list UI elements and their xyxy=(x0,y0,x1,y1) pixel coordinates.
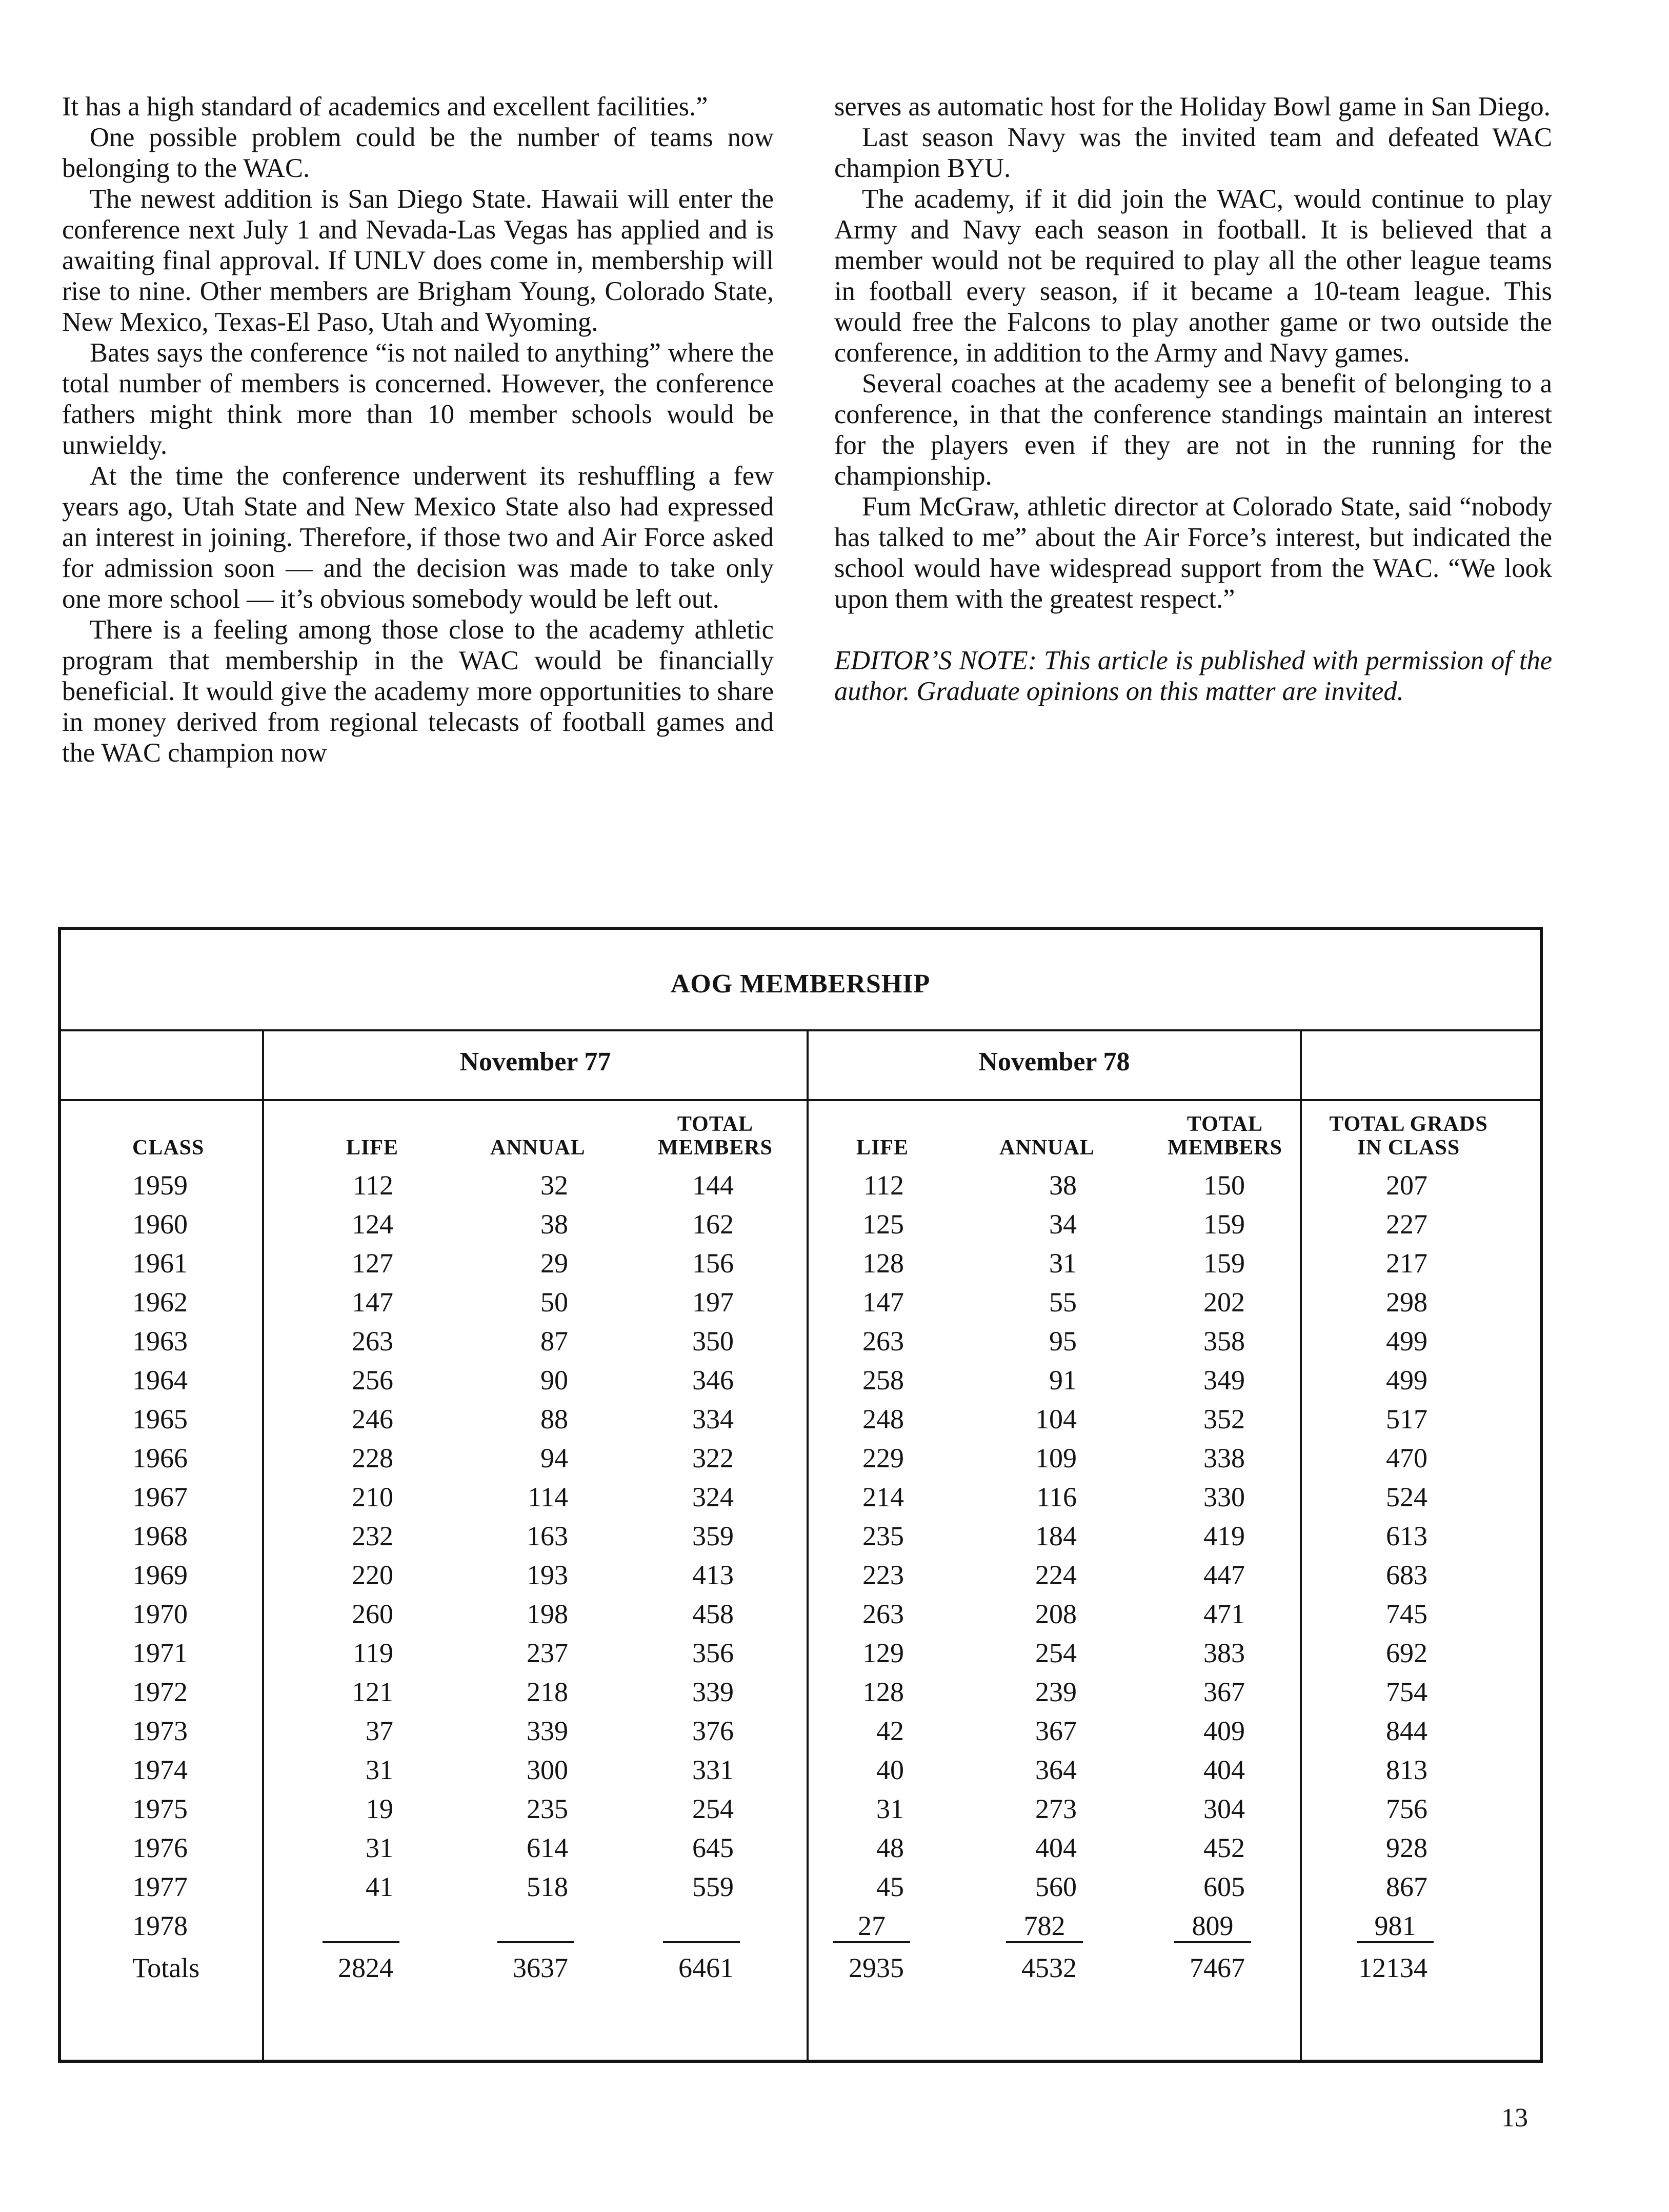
cell-annual-77: 614 xyxy=(527,1832,568,1863)
cell-life-77: 41 xyxy=(366,1871,393,1902)
cell-annual-77: 235 xyxy=(527,1793,568,1824)
cell-total-77: 254 xyxy=(692,1793,734,1824)
table-row xyxy=(61,1322,1540,1361)
cell-grads: 981 xyxy=(1357,1906,1434,1943)
cell-annual-77: 218 xyxy=(527,1677,568,1707)
cell-annual-78: 95 xyxy=(1049,1326,1077,1357)
cell-annual-78: 109 xyxy=(1035,1443,1077,1473)
cell-total-78: 471 xyxy=(1203,1599,1245,1629)
cell-total-78: 159 xyxy=(1203,1209,1245,1240)
cell-life-77: 256 xyxy=(352,1365,393,1396)
cell-total-78: 7467 xyxy=(1190,1952,1245,1983)
cell-total-77: 322 xyxy=(692,1443,734,1473)
header-annual-78: ANNUAL xyxy=(999,1136,1095,1160)
header-total-grads: TOTAL GRADS IN CLASS xyxy=(1329,1112,1488,1160)
cell-total-77 xyxy=(663,1906,740,1943)
paragraph: It has a high standard of academics and excellent facilities.” xyxy=(62,92,708,122)
cell-life-78: 42 xyxy=(876,1716,904,1746)
cell-life-77: 19 xyxy=(366,1793,393,1824)
cell-life-77: 210 xyxy=(352,1482,393,1512)
cell-life-78: 129 xyxy=(862,1638,904,1668)
cell-life-77 xyxy=(323,1906,399,1943)
cell-annual-77: 32 xyxy=(540,1170,568,1201)
cell-grads: 298 xyxy=(1386,1287,1427,1318)
cell-life-78: 40 xyxy=(876,1755,904,1785)
table-row xyxy=(61,1633,1540,1672)
cell-total-78: 330 xyxy=(1203,1482,1245,1512)
cell-annual-78: 364 xyxy=(1035,1755,1077,1785)
cell-class: 1970 xyxy=(132,1599,188,1629)
cell-total-77: 144 xyxy=(692,1170,734,1201)
cell-grads: 499 xyxy=(1386,1365,1427,1396)
cell-life-78: 27 xyxy=(833,1906,910,1943)
cell-annual-78: 104 xyxy=(1035,1404,1077,1434)
cell-total-77: 645 xyxy=(692,1832,734,1863)
cell-annual-77: 50 xyxy=(540,1287,568,1318)
cell-annual-77: 94 xyxy=(540,1443,568,1473)
cell-grads: 470 xyxy=(1386,1443,1427,1473)
cell-grads: 844 xyxy=(1386,1716,1427,1746)
cell-life-78: 45 xyxy=(876,1871,904,1902)
totals-row xyxy=(61,1948,1540,1987)
cell-grads: 756 xyxy=(1386,1793,1427,1824)
cell-life-78: 258 xyxy=(862,1365,904,1396)
table-row xyxy=(61,1205,1540,1244)
cell-total-78: 349 xyxy=(1203,1365,1245,1396)
cell-life-77: 119 xyxy=(353,1638,393,1668)
cell-annual-78: 116 xyxy=(1036,1482,1077,1512)
paragraph: Last season Navy was the invited team and defeated WAC champion BYU. xyxy=(834,123,1552,183)
cell-total-77: 350 xyxy=(692,1326,734,1357)
cell-total-78: 352 xyxy=(1203,1404,1245,1434)
membership-table xyxy=(58,927,1543,2063)
header-life-77: LIFE xyxy=(346,1136,399,1160)
article-left-column xyxy=(62,91,774,768)
cell-annual-77: 29 xyxy=(540,1248,568,1279)
cell-life-77: 228 xyxy=(352,1443,393,1473)
paragraph: serves as automatic host for the Holiday Bowl game in San Diego. xyxy=(834,92,1551,122)
cell-total-78: 150 xyxy=(1203,1170,1245,1201)
cell-annual-78: 367 xyxy=(1035,1716,1077,1746)
cell-grads: 813 xyxy=(1386,1755,1427,1785)
cell-annual-78: 184 xyxy=(1035,1521,1077,1551)
cell-class: 1961 xyxy=(132,1248,188,1279)
table-row xyxy=(61,1517,1540,1556)
cell-total-78: 809 xyxy=(1174,1906,1251,1943)
cell-life-78: 214 xyxy=(862,1482,904,1512)
cell-life-78: 248 xyxy=(862,1404,904,1434)
cell-annual-78: 91 xyxy=(1049,1365,1077,1396)
paragraph: Several coaches at the academy see a benefit of belonging to a conference, in that the conference standings maintain an interest for the players even if they are not in the running for the championship. xyxy=(834,369,1552,491)
cell-grads: 517 xyxy=(1386,1404,1427,1434)
cell-total-78: 383 xyxy=(1203,1638,1245,1668)
table-row xyxy=(61,1166,1540,1205)
article-right-column xyxy=(834,91,1552,707)
cell-total-78: 404 xyxy=(1203,1755,1245,1785)
cell-class: 1972 xyxy=(132,1677,188,1707)
paragraph: Bates says the conference “is not nailed to anything” where the total number of members is concerned. However, the conference fathers might think more than 10 member schools would be unwieldy. xyxy=(62,338,774,460)
cell-grads: 754 xyxy=(1386,1677,1427,1707)
cell-annual-78: 208 xyxy=(1035,1599,1077,1629)
cell-grads: 524 xyxy=(1386,1482,1427,1512)
cell-annual-77: 3637 xyxy=(513,1952,568,1983)
cell-annual-78: 31 xyxy=(1049,1248,1077,1279)
cell-total-78: 605 xyxy=(1203,1871,1245,1902)
cell-annual-77: 518 xyxy=(527,1871,568,1902)
cell-grads: 217 xyxy=(1386,1248,1427,1279)
paragraph: One possible problem could be the number of teams now belonging to the WAC. xyxy=(62,123,774,183)
cell-grads: 867 xyxy=(1386,1871,1427,1902)
cell-class: 1959 xyxy=(132,1170,188,1201)
cell-grads: 613 xyxy=(1386,1521,1427,1551)
paragraph: The newest addition is San Diego State. Hawaii will enter the conference next July 1 and Nevada-Las Vegas has applied and is awaiting final approval. If UNLV does come in, membership will rise to nine. Other members are Brigham Young, Colorado State, New Mexico, Texas-El Paso, Utah and Wyoming. xyxy=(62,184,774,337)
cell-life-78: 112 xyxy=(863,1170,904,1201)
cell-annual-77 xyxy=(497,1906,574,1943)
cell-life-77: 112 xyxy=(353,1170,393,1201)
cell-life-78: 128 xyxy=(862,1677,904,1707)
cell-annual-77: 88 xyxy=(540,1404,568,1434)
cell-class: 1962 xyxy=(132,1287,188,1318)
cell-life-78: 235 xyxy=(862,1521,904,1551)
cell-total-77: 413 xyxy=(692,1560,734,1590)
cell-life-77: 246 xyxy=(352,1404,393,1434)
header-class: CLASS xyxy=(132,1136,205,1160)
cell-life-77: 147 xyxy=(352,1287,393,1318)
cell-annual-77: 90 xyxy=(540,1365,568,1396)
cell-annual-77: 300 xyxy=(527,1755,568,1785)
cell-class: 1973 xyxy=(132,1716,188,1746)
cell-annual-78: 254 xyxy=(1035,1638,1077,1668)
cell-total-77: 162 xyxy=(692,1209,734,1240)
table-rule xyxy=(61,1099,1540,1101)
header-annual-77: ANNUAL xyxy=(490,1136,586,1160)
paragraph: There is a feeling among those close to the academy athletic program that membership in the WAC would be financially beneficial. It would give the academy more opportunities to share in money derived from regional telecasts of football games and the WAC champion now xyxy=(62,615,774,768)
cell-life-77: 31 xyxy=(366,1755,393,1785)
table-row xyxy=(61,1750,1540,1789)
cell-total-78: 159 xyxy=(1203,1248,1245,1279)
cell-annual-77: 114 xyxy=(528,1482,568,1512)
cell-grads: 683 xyxy=(1386,1560,1427,1590)
table-body xyxy=(61,1166,1540,1987)
period-november-77: November 77 xyxy=(459,1047,611,1077)
cell-annual-78: 782 xyxy=(1006,1906,1083,1943)
cell-total-77: 458 xyxy=(692,1599,734,1629)
cell-life-77: 220 xyxy=(352,1560,393,1590)
table-row xyxy=(61,1711,1540,1750)
table-row xyxy=(61,1867,1540,1906)
cell-annual-78: 560 xyxy=(1035,1871,1077,1902)
cell-class: 1964 xyxy=(132,1365,188,1396)
cell-total-77: 331 xyxy=(692,1755,734,1785)
cell-grads: 928 xyxy=(1386,1832,1427,1863)
cell-life-78: 48 xyxy=(876,1832,904,1863)
cell-annual-78: 38 xyxy=(1049,1170,1077,1201)
table-row xyxy=(61,1789,1540,1828)
cell-annual-78: 55 xyxy=(1049,1287,1077,1318)
cell-class: 1968 xyxy=(132,1521,188,1551)
cell-class: 1977 xyxy=(132,1871,188,1902)
cell-total-78: 304 xyxy=(1203,1793,1245,1824)
cell-life-77: 37 xyxy=(366,1716,393,1746)
cell-life-78: 229 xyxy=(862,1443,904,1473)
cell-annual-78: 4532 xyxy=(1021,1952,1077,1983)
header-life-78: LIFE xyxy=(856,1136,909,1160)
cell-class: 1975 xyxy=(132,1793,188,1824)
cell-life-77: 127 xyxy=(352,1248,393,1279)
paragraph: Fum McGraw, athletic director at Colorado State, said “nobody has talked to me” about the Air Force’s interest, but indicated the school would have widespread support from the WAC. “We look upon them with the greatest respect.” xyxy=(834,492,1552,614)
cell-life-77: 263 xyxy=(352,1326,393,1357)
cell-life-77: 232 xyxy=(352,1521,393,1551)
table-title: AOG MEMBERSHIP xyxy=(670,969,931,999)
table-rule xyxy=(61,1029,1540,1031)
cell-total-77: 324 xyxy=(692,1482,734,1512)
cell-total-78: 367 xyxy=(1203,1677,1245,1707)
cell-life-78: 31 xyxy=(876,1793,904,1824)
cell-life-77: 31 xyxy=(366,1832,393,1863)
cell-total-78: 358 xyxy=(1203,1326,1245,1357)
cell-life-77: 124 xyxy=(352,1209,393,1240)
cell-life-78: 223 xyxy=(862,1560,904,1590)
cell-life-78: 125 xyxy=(862,1209,904,1240)
cell-total-77: 346 xyxy=(692,1365,734,1396)
cell-grads: 499 xyxy=(1386,1326,1427,1357)
totals-label: Totals xyxy=(132,1952,200,1983)
cell-annual-77: 193 xyxy=(527,1560,568,1590)
cell-class: 1963 xyxy=(132,1326,188,1357)
cell-annual-77: 38 xyxy=(540,1209,568,1240)
cell-annual-78: 273 xyxy=(1035,1793,1077,1824)
cell-total-77: 339 xyxy=(692,1677,734,1707)
table-row xyxy=(61,1672,1540,1711)
cell-class: 1969 xyxy=(132,1560,188,1590)
paragraph: At the time the conference underwent its reshuffling a few years ago, Utah State and New Mexico State also had expressed an interest in joining. Therefore, if those two and Air Force asked for admission soon — and the decision was made to take only one more school — it’s obvious somebody would be left out. xyxy=(62,461,774,614)
cell-class: 1966 xyxy=(132,1443,188,1473)
cell-class: 1976 xyxy=(132,1832,188,1863)
cell-grads: 692 xyxy=(1386,1638,1427,1668)
cell-total-77: 356 xyxy=(692,1638,734,1668)
cell-annual-78: 239 xyxy=(1035,1677,1077,1707)
editor-note: EDITOR’S NOTE: This article is published with permission of the author. Graduate opinions on this matter are invited. xyxy=(834,646,1552,706)
cell-total-77: 559 xyxy=(692,1871,734,1902)
cell-grads: 227 xyxy=(1386,1209,1427,1240)
cell-total-78: 419 xyxy=(1203,1521,1245,1551)
cell-annual-77: 339 xyxy=(527,1716,568,1746)
cell-grads: 745 xyxy=(1386,1599,1427,1629)
cell-annual-77: 198 xyxy=(527,1599,568,1629)
paragraph: The academy, if it did join the WAC, would continue to play Army and Navy each season in football. It is believed that a member would not be required to play all the other league teams in football every season, if it became a 10-team league. This would free the Falcons to play another game or two outside the conference, in addition to the Army and Navy games. xyxy=(834,184,1552,368)
cell-total-77: 197 xyxy=(692,1287,734,1318)
cell-annual-77: 237 xyxy=(527,1638,568,1668)
cell-class: 1967 xyxy=(132,1482,188,1512)
cell-class: 1974 xyxy=(132,1755,188,1785)
page-number: 13 xyxy=(1501,2103,1528,2133)
table-row xyxy=(61,1244,1540,1283)
cell-annual-77: 163 xyxy=(527,1521,568,1551)
cell-total-77: 6461 xyxy=(678,1952,734,1983)
table-row xyxy=(61,1361,1540,1400)
table-row xyxy=(61,1906,1540,1945)
cell-class: 1971 xyxy=(132,1638,188,1668)
cell-life-78: 147 xyxy=(862,1287,904,1318)
cell-total-78: 202 xyxy=(1203,1287,1245,1318)
table-row xyxy=(61,1400,1540,1439)
cell-total-77: 156 xyxy=(692,1248,734,1279)
table-row xyxy=(61,1595,1540,1633)
cell-annual-78: 224 xyxy=(1035,1560,1077,1590)
table-row xyxy=(61,1478,1540,1517)
cell-grads: 207 xyxy=(1386,1170,1427,1201)
cell-life-77: 121 xyxy=(352,1677,393,1707)
cell-grads: 12134 xyxy=(1358,1952,1427,1983)
header-total-78: TOTAL MEMBERS xyxy=(1167,1112,1282,1160)
cell-life-78: 263 xyxy=(862,1599,904,1629)
cell-total-77: 334 xyxy=(692,1404,734,1434)
table-row xyxy=(61,1439,1540,1478)
cell-annual-78: 34 xyxy=(1049,1209,1077,1240)
cell-life-78: 263 xyxy=(862,1326,904,1357)
table-row xyxy=(61,1828,1540,1867)
cell-total-77: 376 xyxy=(692,1716,734,1746)
cell-total-77: 359 xyxy=(692,1521,734,1551)
cell-total-78: 452 xyxy=(1203,1832,1245,1863)
cell-class: 1978 xyxy=(132,1910,188,1941)
cell-class: 1960 xyxy=(132,1209,188,1240)
cell-annual-78: 404 xyxy=(1035,1832,1077,1863)
table-row xyxy=(61,1556,1540,1595)
table-row xyxy=(61,1283,1540,1322)
cell-life-78: 128 xyxy=(862,1248,904,1279)
cell-life-77: 2824 xyxy=(338,1952,393,1983)
cell-total-78: 409 xyxy=(1203,1716,1245,1746)
cell-life-77: 260 xyxy=(352,1599,393,1629)
cell-annual-77: 87 xyxy=(540,1326,568,1357)
cell-total-78: 338 xyxy=(1203,1443,1245,1473)
header-total-77: TOTAL MEMBERS xyxy=(657,1112,773,1160)
cell-life-78: 2935 xyxy=(849,1952,904,1983)
period-november-78: November 78 xyxy=(978,1047,1130,1077)
cell-total-78: 447 xyxy=(1203,1560,1245,1590)
cell-class: 1965 xyxy=(132,1404,188,1434)
